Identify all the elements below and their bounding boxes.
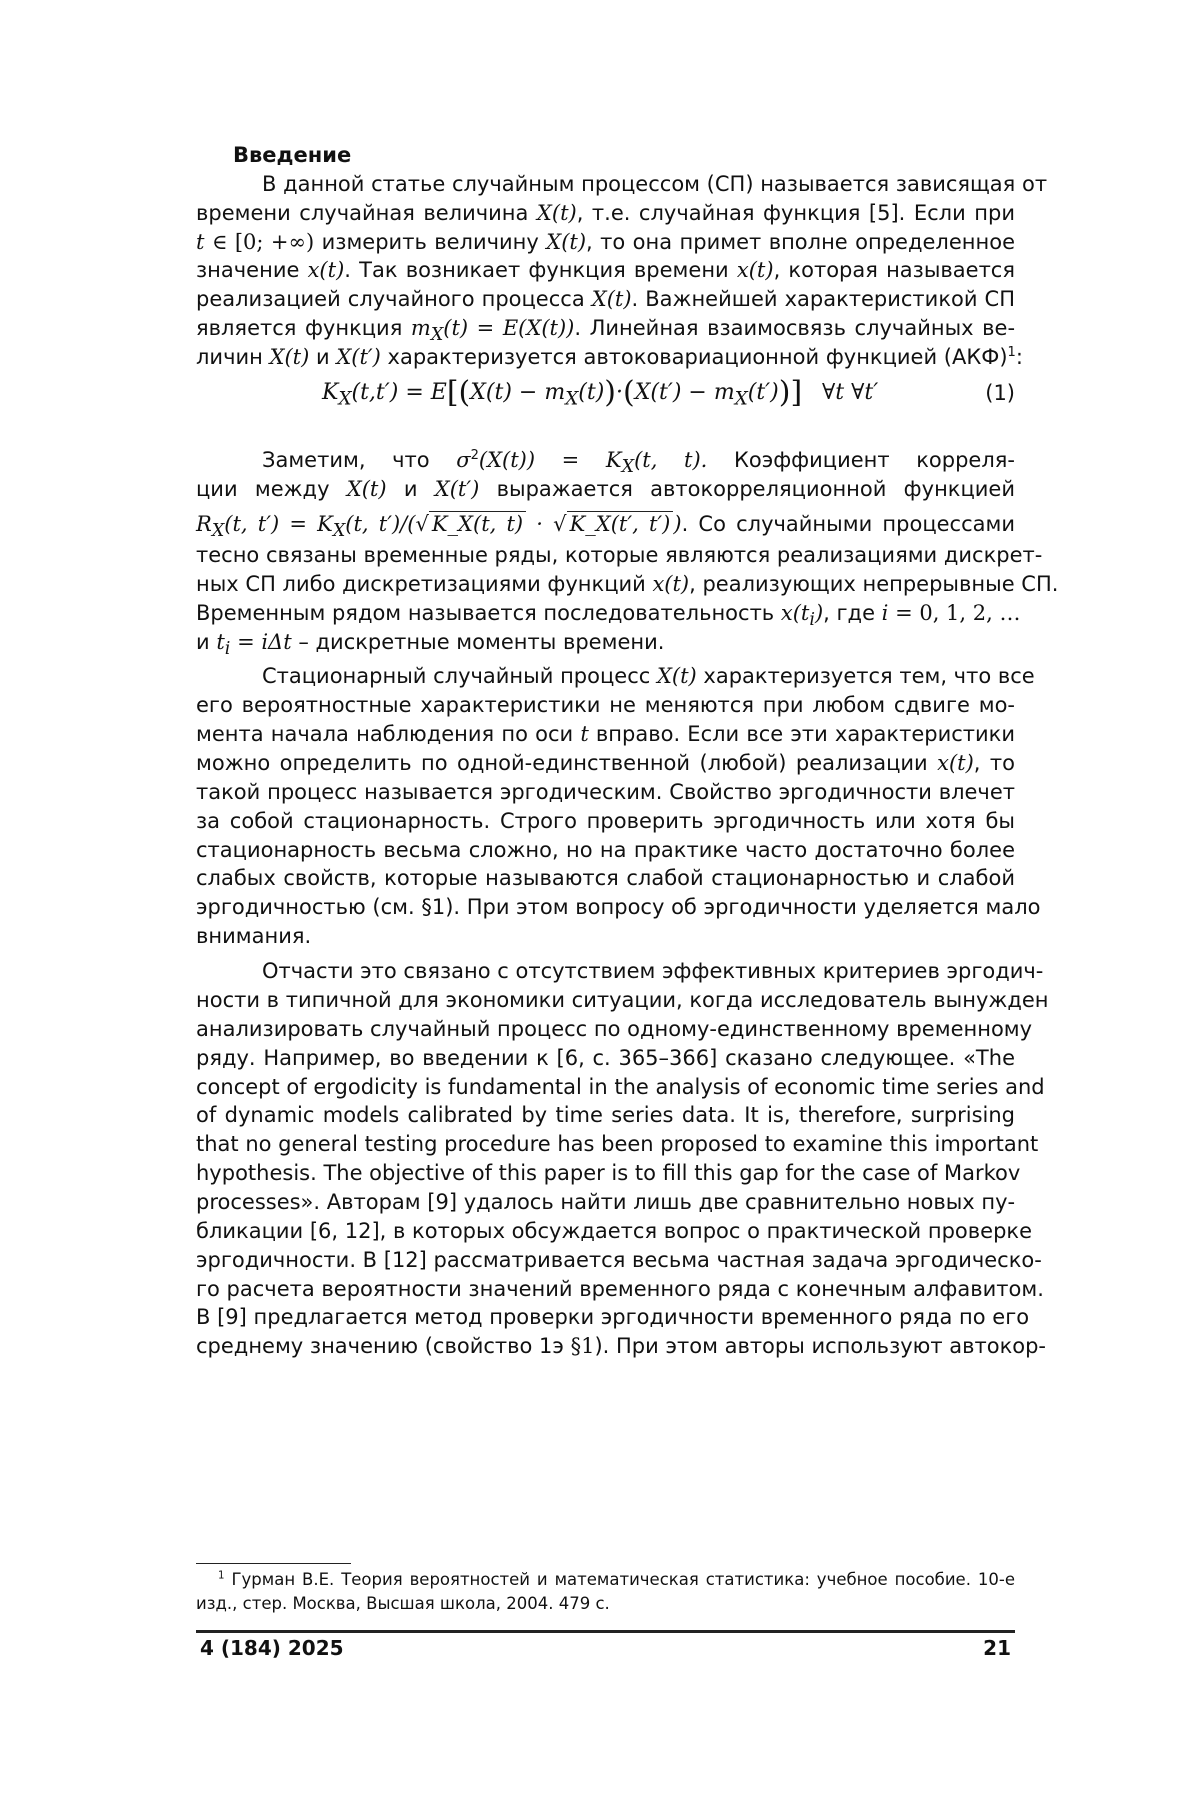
text-run: . Так возникает функция времени (344, 258, 737, 282)
text-run: внимания. (196, 924, 311, 948)
text-run: . Важнейшей характеристикой СП (632, 287, 1015, 311)
text-line (196, 1042, 1015, 1074)
text-line (196, 984, 1015, 1016)
text-line (196, 473, 1015, 505)
text-run: мента начала наблюдения по оси (196, 722, 580, 746)
text-run: = iΔt (230, 630, 291, 654)
text-run: X(t′) (435, 477, 480, 501)
text-run: X(t) (537, 201, 577, 225)
equation-quantifier: ∀t ∀t′ (822, 371, 878, 415)
footnote-line-1: 1 Гурман В.Е. Теория вероятностей и математическая статистика: учебное пособие. 10-е (196, 1567, 1015, 1593)
text-run: X(t) (657, 664, 697, 688)
text-run: выражается автокорреляционной функцией (479, 477, 1015, 501)
text-run: ряду. Например, во введении к [6, с. 365–366] сказано следующее. «The (196, 1046, 1015, 1070)
text-line (196, 1157, 1015, 1189)
equation-number: (1) (985, 371, 1015, 415)
text-run: X (431, 325, 443, 345)
text-run: , то она примет вполне определенное (586, 230, 1015, 254)
text-run: x(t) (937, 751, 974, 775)
text-run: X (212, 521, 224, 541)
text-run: t (216, 630, 224, 654)
text-run: (t, t′) = K (224, 512, 333, 536)
text-run: ). При этом авторы используют автокор- (594, 1334, 1046, 1358)
text-run: X (622, 457, 634, 477)
text-line (196, 660, 1015, 692)
text-run: можно определить по одной-единственной (любой) реализации (196, 751, 937, 775)
text-run: X (333, 521, 345, 541)
text-run: R (196, 512, 212, 536)
text-run: x(t) (652, 572, 689, 596)
text-line (196, 341, 1015, 373)
page-number: 21 (983, 1636, 1011, 1660)
sqrt-sign: √ (415, 512, 428, 536)
text-line (196, 508, 1015, 540)
text-run: X(t) (546, 230, 586, 254)
text-line (196, 747, 1015, 779)
text-run: σ (456, 448, 470, 472)
text-run: i (882, 601, 889, 625)
text-line (196, 168, 1015, 200)
text-line (196, 254, 1015, 286)
issue-number: 4 (184) 2025 (200, 1636, 344, 1660)
text-run: среднему значению (свойство 1э (196, 1334, 571, 1358)
text-run: , реализующих непрерывные СП. (689, 572, 1058, 596)
text-run: X(t) (592, 287, 632, 311)
section-heading: Введение (233, 139, 1052, 171)
text-run: значение (196, 258, 308, 282)
text-run: Отчасти это связано с отсутствием эффективных критериев эргодич- (262, 959, 1043, 983)
text-line (196, 283, 1015, 315)
text-line (196, 891, 1015, 923)
text-line (196, 626, 1015, 658)
page (196, 0, 1015, 1801)
text-run: , где (823, 601, 882, 625)
equation-formula: KX(t,t′) = E[(X(t) − mX(t))·(X(t′) − mX(t′))] (322, 371, 802, 421)
text-run: Заметим, что (262, 448, 456, 472)
text-run: ности в типичной для экономики ситуации, когда исследователь вынужден (196, 988, 1049, 1012)
text-run: · (526, 512, 553, 536)
text-run: характеризуется тем, что все (697, 664, 1035, 688)
text-run: эргодичностью (см. §1). При этом вопросу об эргодичности уделяется мало (196, 895, 1040, 919)
text-line (196, 776, 1015, 808)
text-run: (t, t). (634, 448, 707, 472)
text-line (196, 955, 1015, 987)
text-run: – дискретные моменты времени. (292, 630, 665, 654)
text-run: X(t) (270, 345, 310, 369)
text-run: эргодичности. В [12] рассматривается весьма частная задача эргодическо- (196, 1248, 1042, 1272)
text-run: В данной статье случайным процессом (СП) называется зависящая от (262, 172, 1047, 196)
text-run: ) (673, 512, 681, 536)
sqrt-sign: √ (553, 512, 566, 536)
text-run: processes». Авторам [9] удалось найти лишь две сравнительно новых пу- (196, 1190, 1015, 1214)
text-run: = 0, 1, 2, … (888, 601, 1020, 625)
footer-rule (196, 1630, 1015, 1633)
text-run: и (196, 630, 216, 654)
text-line (196, 1186, 1015, 1218)
text-run: вправо. Если все эти характеристики (589, 722, 1015, 746)
text-line (196, 539, 1015, 571)
text-run: i (809, 610, 815, 630)
text-run: §1 (571, 1334, 595, 1358)
text-run: t (196, 230, 204, 254)
text-line (196, 1128, 1015, 1160)
text-run: ∈ [0; +∞) (204, 230, 314, 254)
text-run: x(t) (308, 258, 345, 282)
text-line (196, 1301, 1015, 1333)
text-run: Коэффициент корреля- (707, 448, 1015, 472)
text-run: of dynamic models calibrated by time series data. It is, therefore, surprising (196, 1103, 1015, 1127)
text-line (196, 1013, 1015, 1045)
sqrt-radicand: K_X(t, t) (429, 511, 526, 536)
text-line (196, 1099, 1015, 1131)
footnote-rule (196, 1563, 351, 1564)
text-run: 1 (1008, 345, 1016, 360)
text-run: бликации [6, 12], в которых обсуждается вопрос о практической проверке (196, 1219, 1032, 1243)
text-line (196, 920, 1015, 952)
text-run: его вероятностные характеристики не меняются при любом сдвиге мо- (196, 693, 1015, 717)
text-run: времени случайная величина (196, 201, 537, 225)
footnote-line-2: изд., стер. Москва, Высшая школа, 2004. 479 с. (196, 1591, 1015, 1617)
text-line (196, 312, 1015, 344)
text-run: , т.е. случайная функция [5]. Если при (577, 201, 1015, 225)
text-run: X(t) (347, 477, 387, 501)
text-run: является функция (196, 316, 411, 340)
text-run: t (580, 722, 588, 746)
text-run: за собой стационарность. Строго проверить эргодичность или хотя бы (196, 809, 1015, 833)
equation-1 (196, 371, 1015, 415)
text-run (553, 511, 673, 536)
text-run: личин (196, 345, 270, 369)
text-run: В [9] предлагается метод проверки эргодичности временного ряда по его (196, 1305, 1029, 1329)
text-run: : (1016, 345, 1023, 369)
text-line (196, 1330, 1015, 1362)
text-run: , то (974, 751, 1015, 775)
text-run: анализировать случайный процесс по одному-единственному временному (196, 1017, 1032, 1041)
text-line (196, 805, 1015, 837)
text-run: . Линейная взаимосвязь случайных ве- (574, 316, 1015, 340)
text-run: ции между (196, 477, 347, 501)
text-line (196, 689, 1015, 721)
text-line (196, 862, 1015, 894)
text-run: x(t (781, 601, 809, 625)
text-run: (t, t′)/( (345, 512, 415, 536)
text-run: такой процесс называется эргодическим. Свойство эргодичности влечет (196, 780, 1015, 804)
text-run: реализацией случайного процесса (196, 287, 592, 311)
text-run: и (309, 345, 336, 369)
text-run: и (387, 477, 435, 501)
text-run: (t) = E(X(t)) (443, 316, 574, 340)
text-run: i (225, 639, 231, 659)
text-run: характеризуется автоковариационной функцией (АКФ) (381, 345, 1008, 369)
text-run: стационарность весьма сложно, но на практике часто достаточно более (196, 838, 1015, 862)
text-run: Временным рядом называется последовательность (196, 601, 781, 625)
text-run: ) (815, 601, 823, 625)
text-run: го расчета вероятности значений временного ряда с конечным алфавитом. (196, 1277, 1044, 1301)
text-run: . Со случайными процессами (682, 512, 1015, 536)
text-run: 2 (471, 448, 479, 463)
text-line (196, 568, 1015, 600)
text-run: x(t) (737, 258, 774, 282)
text-run: ных СП либо дискретизациями функций (196, 572, 652, 596)
text-run: X(t′) (336, 345, 381, 369)
text-run: hypothesis. The objective of this paper is to fill this gap for the case of Markov (196, 1161, 1020, 1185)
text-line (196, 1215, 1015, 1247)
text-run: слабых свойств, которые называются слабой стационарностью и слабой (196, 866, 1015, 890)
sqrt-radicand: K_X(t′, t′) (567, 511, 674, 536)
text-run: that no general testing procedure has been proposed to examine this important (196, 1132, 1038, 1156)
text-line (196, 1244, 1015, 1276)
text-run: измерить величину (314, 230, 546, 254)
text-line (196, 718, 1015, 750)
text-line (196, 597, 1015, 629)
text-line (196, 197, 1015, 229)
text-run: , которая называется (774, 258, 1015, 282)
text-line (196, 444, 1015, 476)
text-run: concept of ergodicity is fundamental in the analysis of economic time series and (196, 1075, 1045, 1099)
text-run: тесно связаны временные ряды, которые являются реализациями дискрет- (196, 543, 1042, 567)
text-run: Стационарный случайный процесс (262, 664, 657, 688)
text-run: m (411, 316, 431, 340)
text-run (415, 511, 526, 536)
text-run: (X(t)) = K (479, 448, 622, 472)
